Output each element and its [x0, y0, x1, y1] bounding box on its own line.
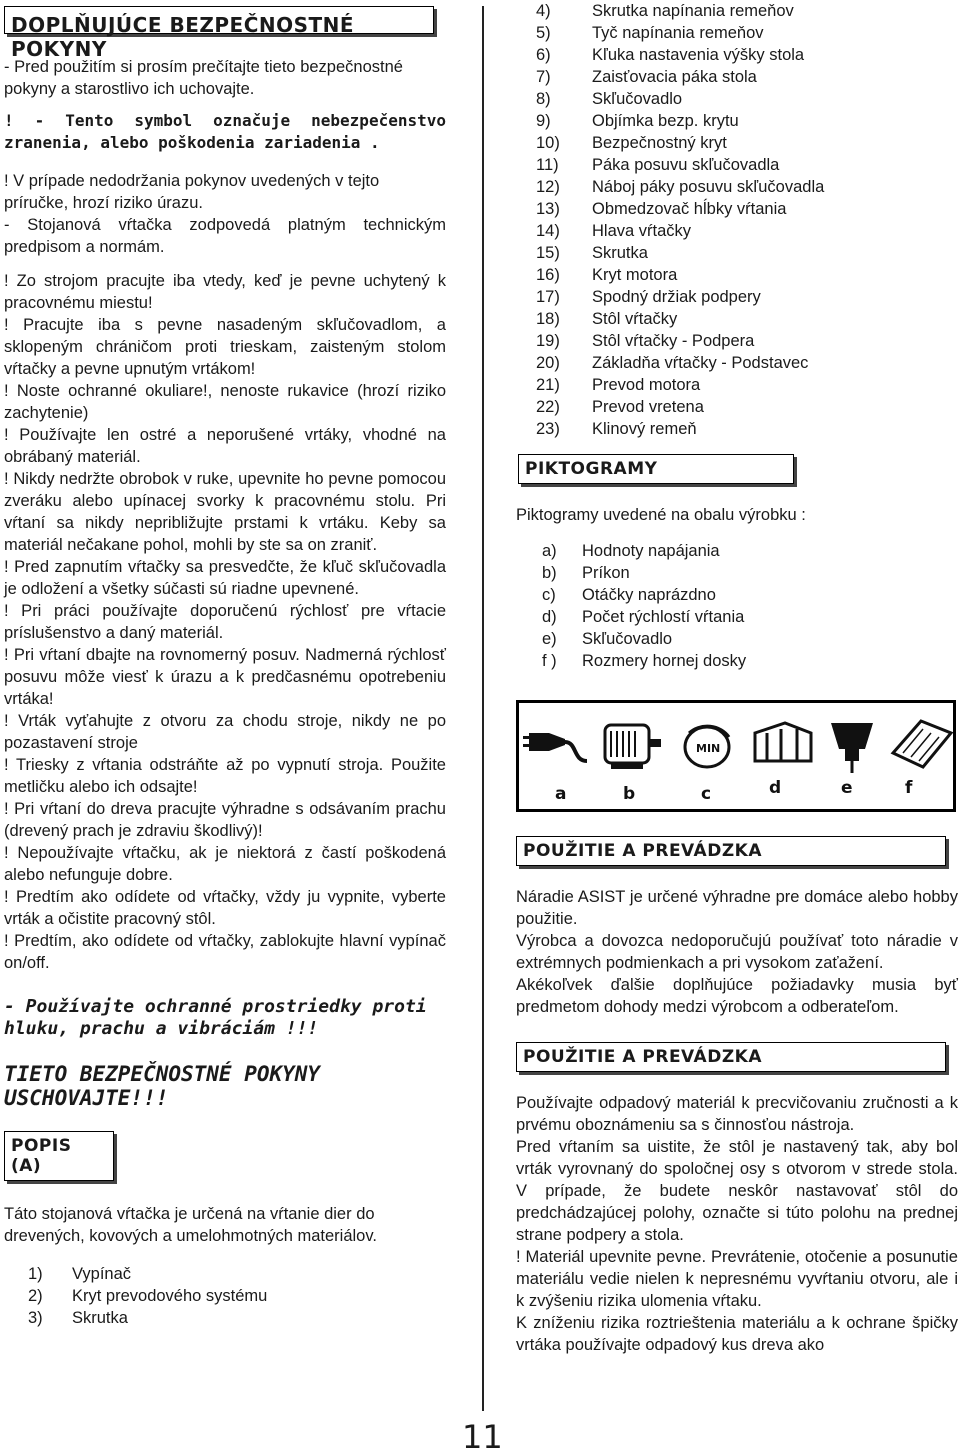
- parts-list-left: [4, 1263, 446, 1329]
- list-item: 18) Stôl vŕtačky: [536, 310, 678, 328]
- picto-label: d: [769, 778, 782, 798]
- list-item: 23) Klinový remeň: [536, 420, 697, 438]
- left-column: [4, 0, 446, 1329]
- list-item: c) Otáčky naprázdno: [542, 586, 716, 604]
- picto-label: c: [701, 784, 712, 804]
- rule-item: ! Pred zapnutím vŕtačky sa presvedčte, že kľuč skľučovadla je odložení a všetky súčasti sú riadne upevnené.: [4, 558, 446, 598]
- usage-paragraph: K zníženiu rizika roztrieštenia materiálu a k ochrane špičky vrtáka používajte odpadový kus dreva ako: [516, 1314, 958, 1354]
- usage-paragraph: ! Materiál upevnite pevne. Prevrátenie, otočenie a posunutie materiálu vedie nielen k nepresnému vyvŕtaniu otvoru, ale i k zvýšeniu rizika ulomenia vŕtaku.: [516, 1248, 958, 1310]
- rule-item: ! Pri vŕtaní dbajte na rovnomerný posuv. Nadmerná rýchlosť posuvu môže viesť k úrazu a k predčasnému opotrebeniu vrtáka!: [4, 646, 446, 708]
- list-item: 19) Stôl vŕtačky - Podpera: [536, 332, 755, 350]
- list-item: 1) Vypínač: [28, 1265, 132, 1283]
- rule-item: ! Nepoužívajte vŕtačku, ak je niektorá z častí poškodená alebo nefunguje dobre.: [4, 844, 446, 884]
- rule-item: ! Vrták vyťahujte z otvoru za chodu stroje, nikdy ne po pozastavení stroje: [4, 712, 446, 752]
- table-board-icon: [893, 721, 951, 767]
- rule-item: ! Predtím ako odídete od vŕtačky, vždy ju vypnite, vyberte vrták a očistite pracovný stôl.: [4, 888, 446, 928]
- motor-icon: [605, 725, 661, 769]
- usage-heading-2: POUŽITIE A PREVÁDZKA: [516, 1042, 946, 1072]
- intro-text: - Pred použitím si prosím prečítajte tieto bezpečnostné pokyny a starostlivo ich uchovajte.: [4, 58, 403, 98]
- list-item: 11) Páka posuvu skľučovadla: [536, 156, 780, 174]
- picto-label: e: [841, 778, 853, 798]
- usage-heading-1: POUŽITIE A PREVÁDZKA: [516, 836, 946, 866]
- rule-item: ! Používajte len ostré a neporušené vrtáky, vhodné na obrábaný materiál.: [4, 426, 446, 466]
- warning-para-1: ! V prípade nedodržania pokynov uvedených v tejto príručke, hrozí riziko úrazu.: [4, 172, 380, 212]
- list-item: 15) Skrutka: [536, 244, 648, 262]
- picto-label: b: [623, 784, 636, 804]
- popis-heading: POPIS (A): [4, 1131, 114, 1181]
- list-item: 5) Tyč napínania remeňov: [536, 24, 764, 42]
- drill-speeds-icon: [755, 723, 811, 761]
- rule-item: ! Pracujte iba s pevne nasadeným skľučovadlom, a sklopeným chráničom proti trieskam, zaisteným stolom vŕtačky a pevne upnutým vrtákom!: [4, 316, 446, 378]
- list-item: 3) Skrutka: [28, 1309, 128, 1327]
- list-item: e) Skľučovadlo: [542, 630, 673, 648]
- keep-instructions-note: TIETO BEZPEČNOSTNÉ POKYNY USCHOVAJTE!!!: [4, 1062, 321, 1110]
- list-item: d) Počet rýchlostí vŕtania: [542, 608, 745, 626]
- column-divider: [482, 6, 484, 1411]
- usage-paragraph: Náradie ASIST je určené výhradne pre domáce alebo hobby použitie.: [516, 888, 958, 928]
- usage-section-2: [516, 1092, 958, 1356]
- usage-paragraph: Akékoľvek ďalšie doplňujúce požiadavky musia byť predmetom dohody medzi výrobcom a odberateľom.: [516, 976, 958, 1016]
- plug-icon: [523, 733, 587, 761]
- parts-list-right: [516, 0, 958, 440]
- usage-section-1: [516, 886, 958, 1018]
- list-item: 4) Skrutka napínania remeňov: [536, 2, 794, 20]
- pictograms-list: [516, 540, 958, 672]
- pictograms-heading: PIKTOGRAMY: [518, 454, 794, 484]
- list-item: 8) Skľučovadlo: [536, 90, 683, 108]
- list-item: 22) Prevod vretena: [536, 398, 704, 416]
- rule-item: ! Triesky z vŕtania odstráňte až po vypnutí stroja. Použite metličku alebo ich odsajte!: [4, 756, 446, 796]
- rule-item: ! Nikdy nedržte obrobok v ruke, upevnite ho pevne pomocou zveráku alebo upínacej svorky k pracovnému stolu. Pri vŕtaní sa nikdy nepribližujte prstami k vrtáku. Keby sa materiál nečakane pohol, mohli by ste sa on zraniť.: [4, 470, 446, 554]
- pictogram-strip: [516, 700, 956, 812]
- usage-paragraph: Výrobca a dovozca nedoporučujú používať toto náradie v extrémnych podmienkach a pri vysokom zaťažení.: [516, 932, 958, 972]
- picto-label: f: [905, 778, 913, 798]
- list-item: 10) Bezpečnostný kryt: [536, 134, 727, 152]
- pictograms-intro: Piktogramy uvedené na obalu výrobku :: [516, 506, 806, 524]
- list-item: 2) Kryt prevodového systému: [28, 1287, 268, 1305]
- list-item: a) Hodnoty napájania: [542, 542, 720, 560]
- warning-para-2: - Stojanová vŕtačka zodpovedá platným technickým predpisom a normám.: [4, 216, 446, 256]
- protection-note: - Používajte ochranné prostriedky proti hluku, prachu a vibráciám !!!: [4, 996, 427, 1039]
- list-item: 7) Zaisťovacia páka stola: [536, 68, 757, 86]
- page-number: 11: [462, 1418, 503, 1456]
- popis-text: Táto stojanová vŕtačka je určená na vŕtanie dier do drevených, kovových a umelohmotných materiálov.: [4, 1205, 377, 1245]
- rule-item: ! Noste ochranné okuliare!, nenoste rukavice (hrozí riziko zachytenie): [4, 382, 446, 422]
- chuck-icon: [831, 723, 873, 773]
- right-column: [516, 0, 958, 1356]
- pictogram-graphics: [519, 703, 953, 809]
- speed-dial-icon: [685, 726, 729, 767]
- safety-rules: [4, 270, 446, 974]
- usage-paragraph: Pred vŕtaním sa uistite, že stôl je nastavený tak, aby bol vrták vyrovnaný do spoločnej osy s otvorom v strede stola. V prípade, že budete neskôr nastavovať stôl do predchádzajúcej polohy, označte si túto polohu na prednej strane podpery a stola.: [516, 1138, 958, 1244]
- list-item: 20) Základňa vŕtačky - Podstavec: [536, 354, 809, 372]
- rule-item: ! Pri vŕtaní do dreva pracujte výhradne s odsávaním prachu (drevený prach je zdraviu škodlivý)!: [4, 800, 446, 840]
- list-item: 14) Hlava vŕtačky: [536, 222, 692, 240]
- list-item: 13) Obmedzovač hĺbky vŕtania: [536, 200, 787, 218]
- symbol-note: ! - Tento symbol označuje nebezpečenstvo zranenia, alebo poškodenia zariadenia .: [4, 111, 446, 152]
- list-item: b) Príkon: [542, 564, 630, 582]
- list-item: 9) Objímka bezp. krytu: [536, 112, 739, 130]
- safety-title: DOPLŇUJÚCE BEZPEČNOSTNÉ POKYNY: [4, 6, 434, 34]
- picto-label: a: [555, 784, 567, 804]
- min-label: MIN: [696, 742, 721, 755]
- rule-item: ! Pri práci používajte doporučenú rýchlosť pre vŕtacie príslušenstvo a daný materiál.: [4, 602, 446, 642]
- list-item: 21) Prevod motora: [536, 376, 701, 394]
- usage-paragraph: Používajte odpadový materiál k precvičovaniu zručnosti a k prvému oboznámeniu sa s činnosťou nástroja.: [516, 1094, 958, 1134]
- list-item: 12) Náboj páky posuvu skľučovadla: [536, 178, 825, 196]
- list-item: 17) Spodný držiak podpery: [536, 288, 761, 306]
- list-item: f ) Rozmery hornej dosky: [542, 652, 747, 670]
- list-item: 16) Kryt motora: [536, 266, 678, 284]
- list-item: 6) Kľuka nastavenia výšky stola: [536, 46, 805, 64]
- rule-item: ! Predtím, ako odídete od vŕtačky, zablokujte hlavní vypínač on/off.: [4, 932, 446, 972]
- rule-item: ! Zo strojom pracujte iba vtedy, keď je pevne uchytený k pracovnému miestu!: [4, 272, 446, 312]
